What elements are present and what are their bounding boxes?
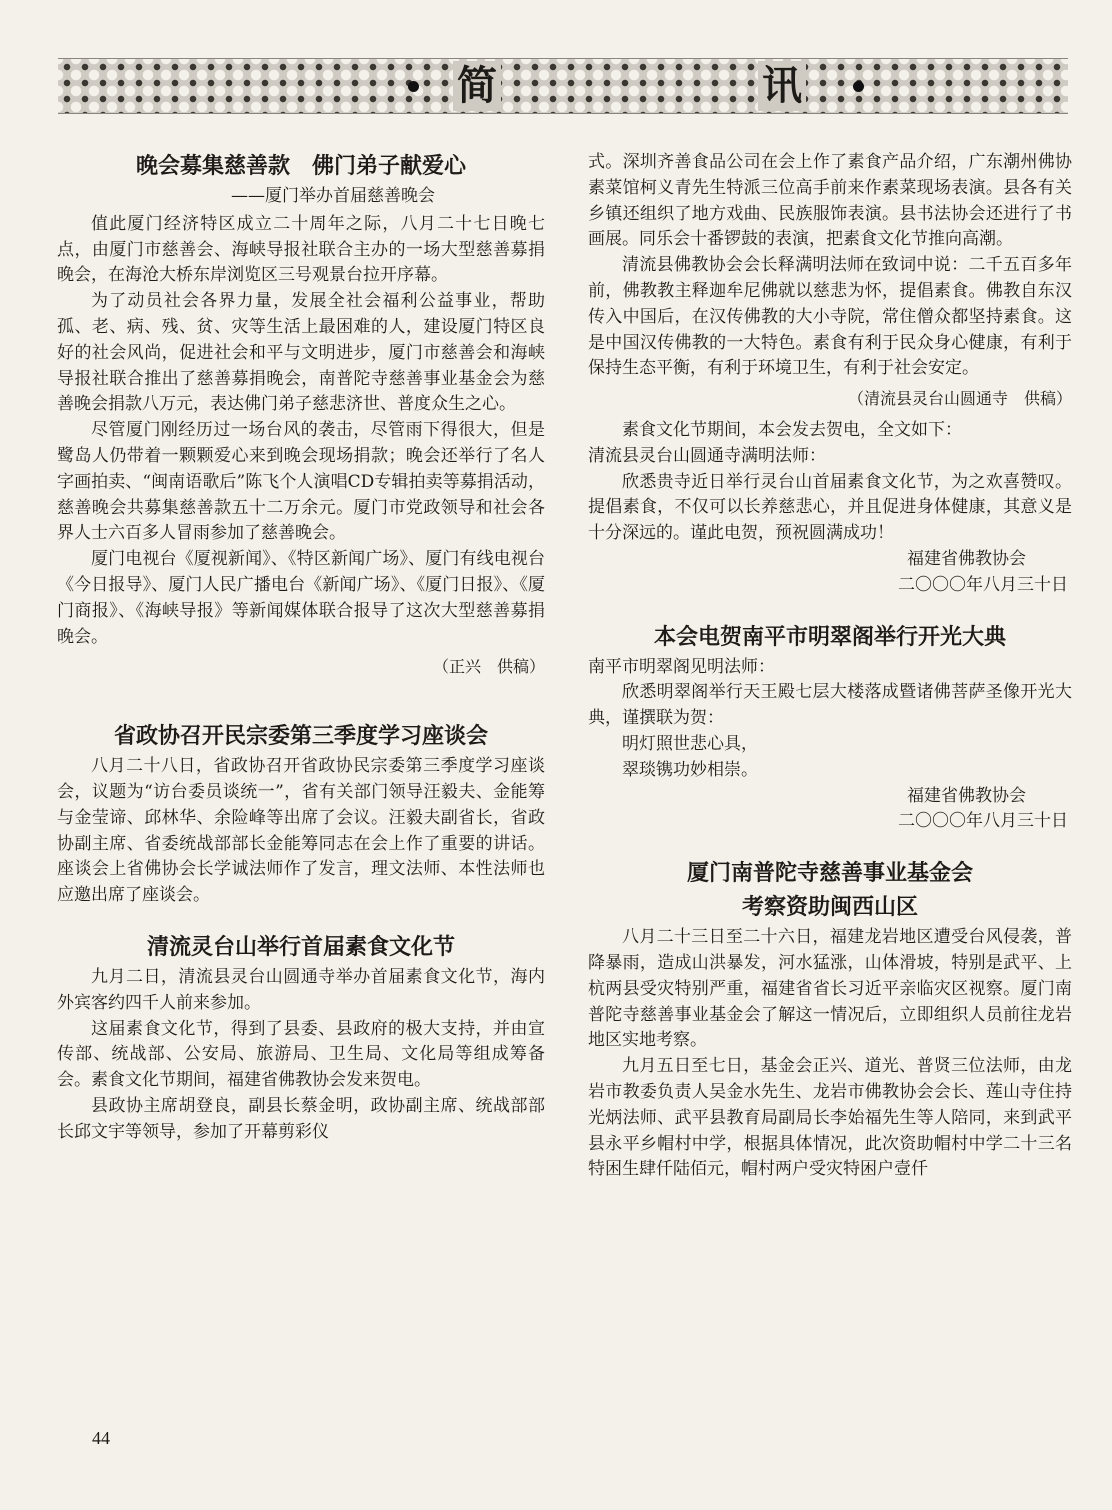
paragraph: 欣悉贵寺近日举行灵台山首届素食文化节，为之欢喜赞叹。提倡素食，不仅可以长养慈悲心，并且促进身体健康，其意义是十分深远的。谨此电贺，预祝圆满成功！	[588, 471, 1072, 544]
paragraph: 厦门电视台《厦视新闻》、《特区新闻广场》、厦门有线电视台《今日报导》、厦门人民广播电台《新闻广场》、《厦门日报》、《厦门商报》、《海峡导报》等新闻媒体联合报导了这次大型慈善募捐晚会。	[57, 549, 545, 647]
paragraph: 八月二十三日至二十六日，福建龙岩地区遭受台风侵袭，普降暴雨，造成山洪暴发，河水猛涨，山体滑坡，特别是武平、上杭两县受灾特别严重，福建省省长习近平亲临灾区视察。厦门南普陀寺慈善事业基金会了解这一情况后，立即组织人员前往龙岩地区实地考察。	[588, 927, 1072, 1051]
letter-addressee: 南平市明翠阁见明法师：	[588, 656, 775, 677]
letter-signature: 福建省佛教协会	[907, 785, 1026, 806]
couplet-line: 明灯照世悲心具，	[622, 733, 758, 754]
letter-date: 二〇〇〇年八月三十日	[898, 574, 1068, 595]
paragraph: 值此厦门经济特区成立二十周年之际，八月二十七日晚七点，由厦门市慈善会、海峡导报社联合主办的一场大型慈善募捐晚会，在海沧大桥东岸浏览区三号观景台拉开序幕。	[57, 213, 545, 286]
section-header-banner	[58, 58, 1068, 114]
article-title: 本会电贺南平市明翠阁举行开光大典	[653, 624, 1006, 650]
letter-signature: 福建省佛教协会	[907, 548, 1026, 569]
paragraph: 八月二十八日，省政协召开省政协民宗委第三季度学习座谈会，议题为“访台委员谈统一”，省有关部门领导汪毅夫、金能筹与金莹谛、邱林华、余险峰等出席了会议。汪毅夫副省长，省政协副主席、省委统战部部长金能筹同志在会上作了重要的讲话。座谈会上省佛协会长学诚法师作了发言，理文法师、本性法师也应邀出席了座谈会。	[57, 756, 545, 906]
paragraph: 为了动员社会各界力量，发展全社会福利公益事业，帮助孤、老、病、残、贫、灾等生活上最困难的人，建设厦门特区良好的社会风尚，促进社会和平与文明进步，厦门市慈善会和海峡导报社联合推出了慈善募捐晚会，南普陀寺慈善事业基金会为慈善晚会捐款八万元，表达佛门弟子慈悲济世、普度众生之心。	[57, 291, 545, 415]
bullet-dot-icon	[853, 81, 864, 92]
paragraph: 九月二日，清流县灵台山圆通寺举办首届素食文化节，海内外宾客约四千人前来参加。	[57, 966, 545, 1013]
article-title: 考察资助闽西山区	[741, 895, 918, 921]
article-subtitle: ——厦门举办首届慈善晚会	[231, 186, 435, 206]
left-column	[57, 150, 545, 1146]
letter-addressee: 清流县灵台山圆通寺满明法师：	[588, 445, 826, 466]
article-credit: （正兴 供稿）	[432, 657, 545, 677]
letter-date: 二〇〇〇年八月三十日	[898, 811, 1068, 832]
article-title: 省政协召开民宗委第三季度学习座谈会	[113, 724, 488, 750]
header-char: 讯	[758, 61, 806, 111]
article-title: 晚会募集慈善款 佛门弟子献爱心	[135, 154, 466, 179]
article-title: 厦门南普陀寺慈善事业基金会	[686, 861, 973, 887]
paragraph: 尽管厦门刚经历过一场台风的袭击，尽管雨下得很大，但是鹭岛人仍带着一颗颗爱心来到晚会现场捐款；晚会还举行了名人字画拍卖、“闽南语歌后”陈飞个人演唱CD专辑拍卖等募捐活动，慈善晚会共募集慈善款五十二万余元。厦门市党政领导和社会各界人士六百多人冒雨参加了慈善晚会。	[57, 420, 545, 544]
paragraph: 县政协主席胡登良，副县长蔡金明，政协副主席、统战部部长邱文宇等领导，参加了开幕剪彩仪	[57, 1095, 545, 1142]
bullet-dot-icon	[408, 81, 419, 92]
header-char: 简	[453, 61, 501, 111]
paragraph: 欣悉明翠阁举行天王殿七层大楼落成暨诸佛菩萨圣像开光大典，谨撰联为贺：	[588, 682, 1072, 729]
paragraph: 清流县佛教协会会长释满明法师在致词中说：二千五百多年前，佛教教主释迦牟尼佛就以慈悲为怀，提倡素食。佛教自东汉传入中国后，在汉传佛教的大小寺院，常住僧众都坚持素食。这是中国汉传佛教的一大特色。素食有利于民众身心健康，有利于保持生态平衡，有利于环境卫生，有利于社会安定。	[588, 255, 1072, 379]
article-title: 清流灵台山举行首届素食文化节	[146, 934, 455, 960]
couplet-line: 翠琰镌功妙相崇。	[622, 759, 758, 780]
paragraph: 九月五日至七日，基金会正兴、道光、普贤三位法师，由龙岩市教委负责人吴金水先生、龙岩市佛教协会会长、莲山寺住持光炳法师、武平县教育局副局长李始福先生等人陪同，来到武平县永平乡帽村中学，根据具体情况，此次资助帽村中学二十三名特困生肆仟陆佰元，帽村两户受灾特困户壹仟	[588, 1056, 1072, 1180]
right-column	[588, 150, 1072, 1183]
article-credit: （清流县灵台山圆通寺 供稿）	[847, 389, 1072, 409]
page-number: 44	[92, 1428, 110, 1448]
paragraph: 这届素食文化节，得到了县委、县政府的极大支持，并由宣传部、统战部、公安局、旅游局、卫生局、文化局等组成筹备会。素食文化节期间，福建省佛教协会发来贺电。	[57, 1018, 545, 1091]
paragraph: 素食文化节期间，本会发去贺电，全文如下：	[622, 419, 962, 440]
paragraph: 式。深圳齐善食品公司在会上作了素食产品介绍，广东潮州佛协素菜馆柯义青先生特派三位高手前来作素菜现场表演。县各有关乡镇还组织了地方戏曲、民族服饰表演。县书法协会还进行了书画展。同乐会十番锣鼓的表演，把素食文化节推向高潮。	[588, 152, 1072, 250]
